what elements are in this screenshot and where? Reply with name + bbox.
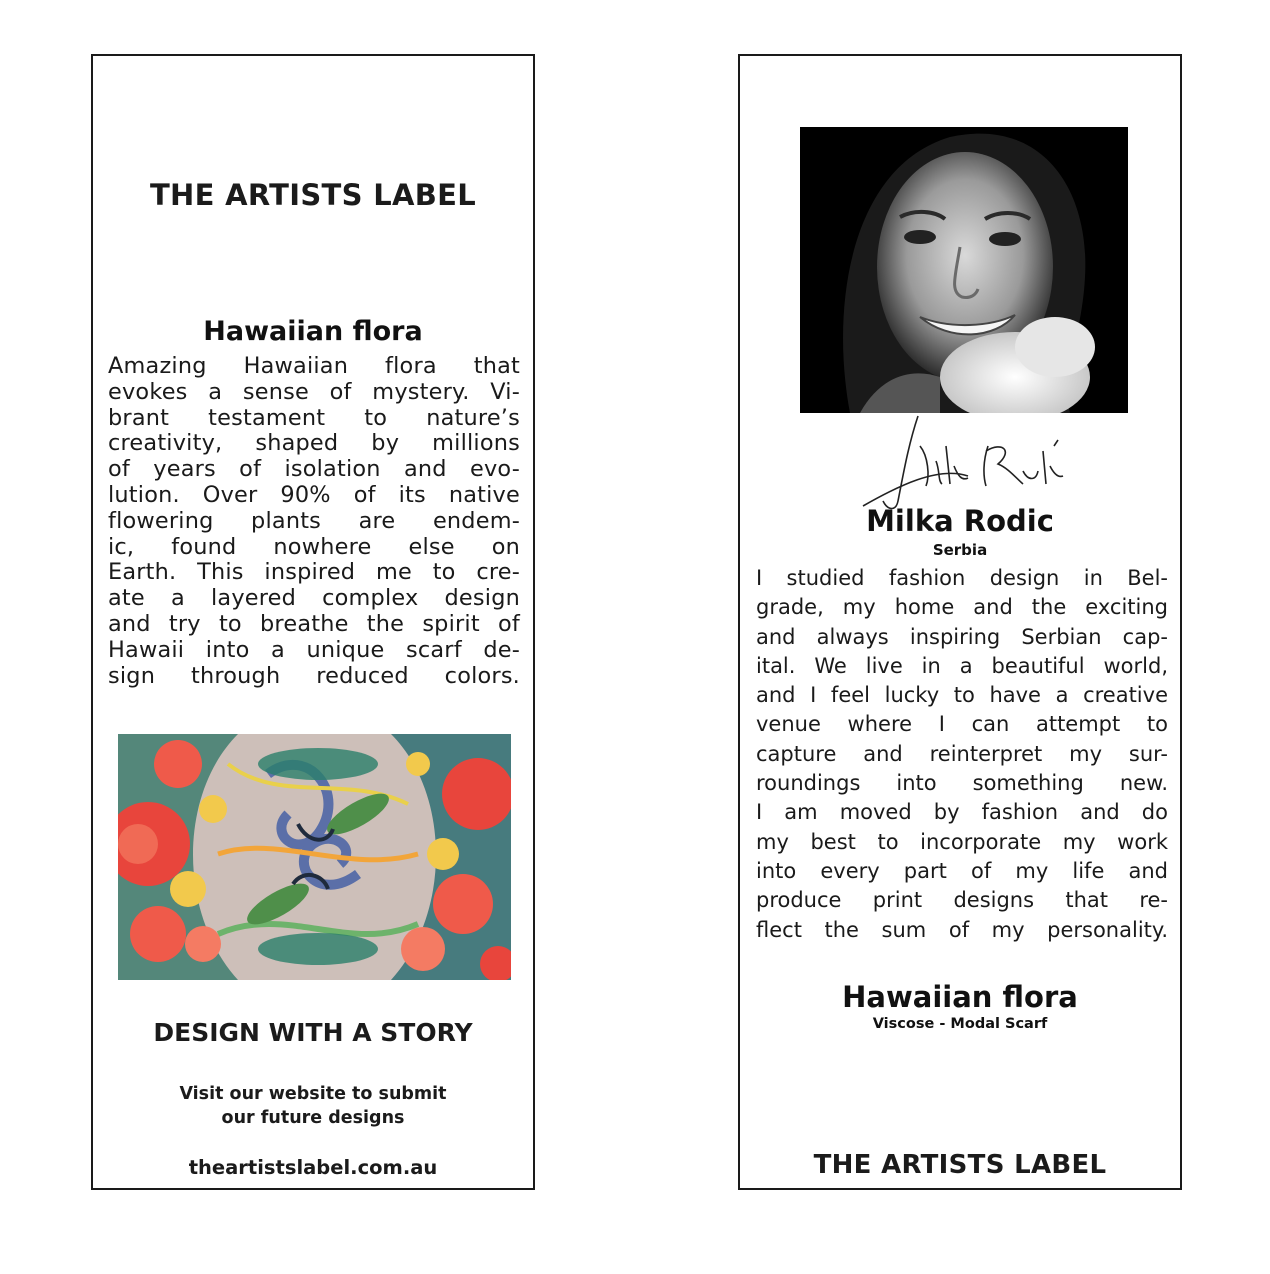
artist-country: Serbia	[932, 541, 988, 559]
bio-line: I studied fashion design in Bel-	[756, 566, 1168, 590]
bio-line: into every part of my life and	[756, 858, 1168, 883]
bio-line: capture and reinterpret my sur-	[756, 741, 1168, 766]
bio-line: and always inspiring Serbian cap-	[756, 624, 1168, 649]
bio-line: roundings into something new.	[756, 771, 1168, 796]
card-left	[91, 54, 535, 1190]
visit-line: Visit our website to submit	[179, 1084, 447, 1104]
artist-name: Milka Rodic	[866, 504, 1054, 538]
brand-title: THE ARTISTS LABEL	[149, 178, 477, 212]
story-line: ic, found nowhere else on	[108, 533, 520, 560]
story-line: Amazing Hawaiian flora that	[108, 353, 520, 379]
design-title: Hawaiian flora	[203, 316, 423, 347]
visit-website-text	[93, 1082, 533, 1130]
story-line: sign through reduced colors.	[108, 662, 520, 689]
bio-line: flect the sum of my personality.	[756, 917, 1168, 942]
artist-bio	[756, 564, 1168, 945]
bio-line: my best to incorporate my work	[756, 829, 1168, 854]
story-line: lution. Over 90% of its native	[108, 481, 520, 508]
tagline: DESIGN WITH A STORY	[153, 1018, 473, 1047]
bio-line: and I feel lucky to have a creative	[756, 683, 1168, 708]
brand-footer: THE ARTISTS LABEL	[813, 1150, 1107, 1180]
bio-line: produce print designs that re-	[756, 888, 1168, 913]
story-line: creativity, shaped by millions	[108, 430, 520, 457]
scarf-artwork-image	[118, 734, 511, 980]
card-right	[738, 54, 1182, 1190]
story-line: flowering plants are endem-	[108, 507, 520, 534]
bio-line: ital. We live in a beautiful world,	[756, 653, 1168, 678]
story-line: Hawaii into a unique scarf de-	[108, 636, 520, 663]
story-line: brant testament to nature’s	[108, 404, 520, 431]
bio-line: venue where I can attempt to	[756, 712, 1168, 737]
story-line: ate a layered complex design	[108, 585, 520, 612]
visit-line: our future designs	[221, 1108, 405, 1128]
bio-line: grade, my home and the exciting	[756, 595, 1168, 620]
product-title: Hawaiian flora	[842, 980, 1078, 1014]
website-link[interactable]: theartistslabel.com.au	[188, 1156, 438, 1179]
story-line: Earth. This inspired me to cre-	[108, 559, 520, 586]
story-line: evokes a sense of mystery. Vi-	[108, 378, 520, 405]
floral-pattern-icon	[118, 734, 511, 980]
story-line: of years of isolation and evo-	[108, 456, 520, 483]
product-subtitle: Viscose - Modal Scarf	[872, 1016, 1048, 1032]
artist-signature	[858, 406, 1068, 516]
portrait-photo-icon	[800, 127, 1128, 413]
bio-line: I am moved by fashion and do	[756, 800, 1168, 825]
artist-portrait-image	[800, 127, 1128, 413]
design-story	[108, 354, 520, 689]
story-line: and try to breathe the spirit of	[108, 610, 520, 637]
